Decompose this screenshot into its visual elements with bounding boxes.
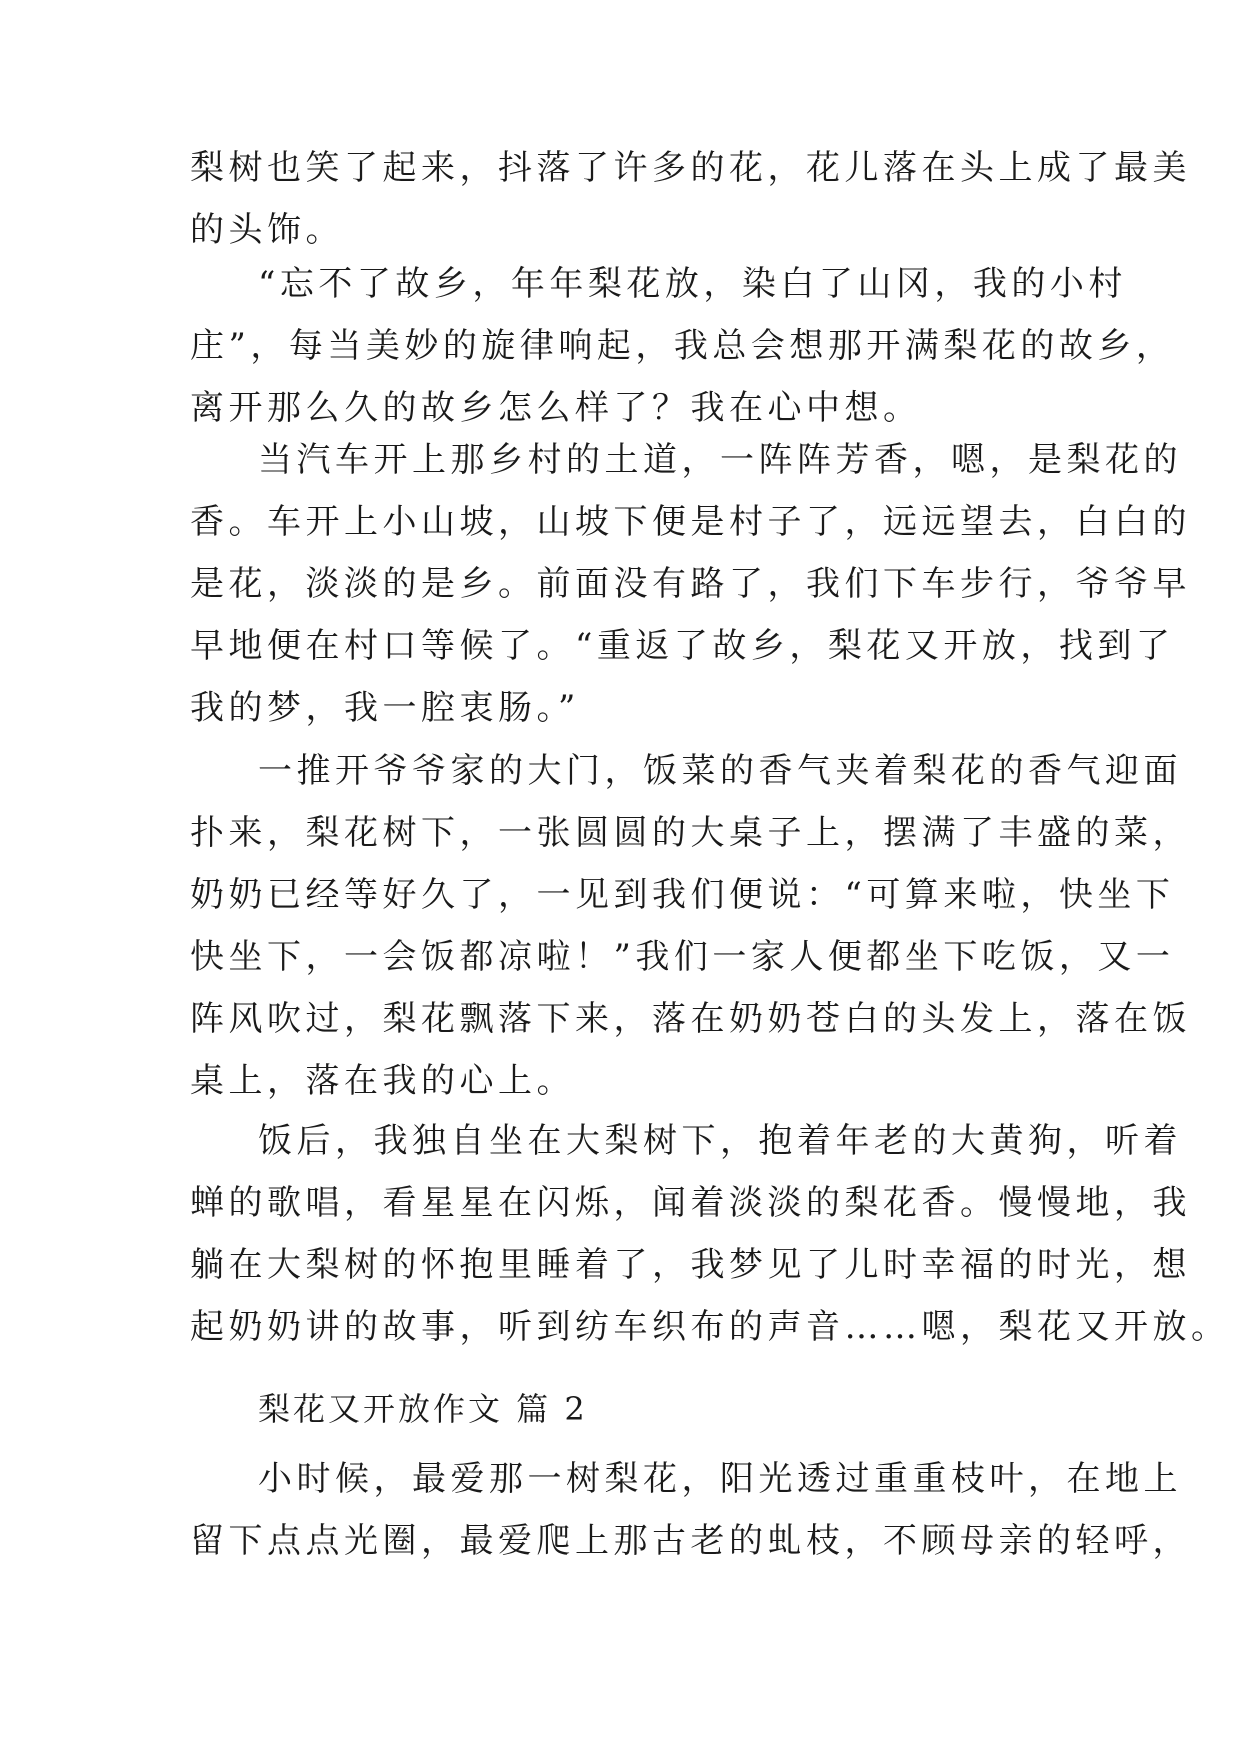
paragraph-line: 是花，淡淡的是乡。前面没有路了，我们下车步行，爷爷早 [190, 564, 1191, 604]
paragraph-line: “忘不了故乡，年年梨花放，染白了山冈，我的小村 [258, 264, 1127, 304]
paragraph-line: 当汽车开上那乡村的土道，一阵阵芳香，嗯，是梨花的 [258, 440, 1182, 480]
paragraph-line: 快坐下，一会饭都凉啦！”我们一家人便都坐下吃饭，又一 [190, 937, 1175, 977]
paragraph-line: 香。车开上小山坡，山坡下便是村子了，远远望去，白白的 [190, 502, 1191, 542]
paragraph-line: 我的梦，我一腔衷肠。” [190, 688, 580, 728]
paragraph-line: 蝉的歌唱，看星星在闪烁，闻着淡淡的梨花香。慢慢地，我 [190, 1183, 1191, 1223]
paragraph-line: 早地便在村口等候了。“重返了故乡，梨花又开放，找到了 [190, 626, 1175, 666]
paragraph-line: 饭后，我独自坐在大梨树下，抱着年老的大黄狗，听着 [258, 1121, 1182, 1161]
section-paragraph [190, 1448, 1191, 1572]
paragraph-4 [190, 740, 1191, 1112]
paragraph-1 [190, 137, 1191, 261]
paragraph-5 [190, 1110, 1230, 1358]
paragraph-line: 躺在大梨树的怀抱里睡着了，我梦见了儿时幸福的时光，想 [190, 1245, 1191, 1285]
paragraph-2 [190, 253, 1175, 439]
paragraph-line: 阵风吹过，梨花飘落下来，落在奶奶苍白的头发上，落在饭 [190, 999, 1191, 1039]
paragraph-line: 桌上，落在我的心上。 [190, 1061, 575, 1101]
paragraph-line: 留下点点光圈，最爱爬上那古老的虬枝，不顾母亲的轻呼， [190, 1521, 1191, 1561]
paragraph-line: 起奶奶讲的故事，听到纺车织布的声音……嗯，梨花又开放。 [190, 1307, 1230, 1347]
paragraph-line: 奶奶已经等好久了，一见到我们便说：“可算来啦，快坐下 [190, 875, 1175, 915]
paragraph-line: 梨树也笑了起来，抖落了许多的花，花儿落在头上成了最美 [190, 148, 1191, 188]
paragraph-line: 扑来，梨花树下，一张圆圆的大桌子上，摆满了丰盛的菜， [190, 813, 1191, 853]
paragraph-line: 的头饰。 [190, 210, 344, 250]
paragraph-3 [190, 429, 1191, 739]
paragraph-line: 小时候，最爱那一树梨花，阳光透过重重枝叶，在地上 [258, 1459, 1182, 1499]
section-heading: 梨花又开放作文 篇 2 [258, 1390, 588, 1428]
paragraph-line: 庄”，每当美妙的旋律响起，我总会想那开满梨花的故乡， [190, 326, 1175, 366]
paragraph-line: 离开那么久的故乡怎么样了？我在心中想。 [190, 388, 922, 428]
paragraph-line: 一推开爷爷家的大门，饭菜的香气夹着梨花的香气迎面 [258, 751, 1182, 791]
